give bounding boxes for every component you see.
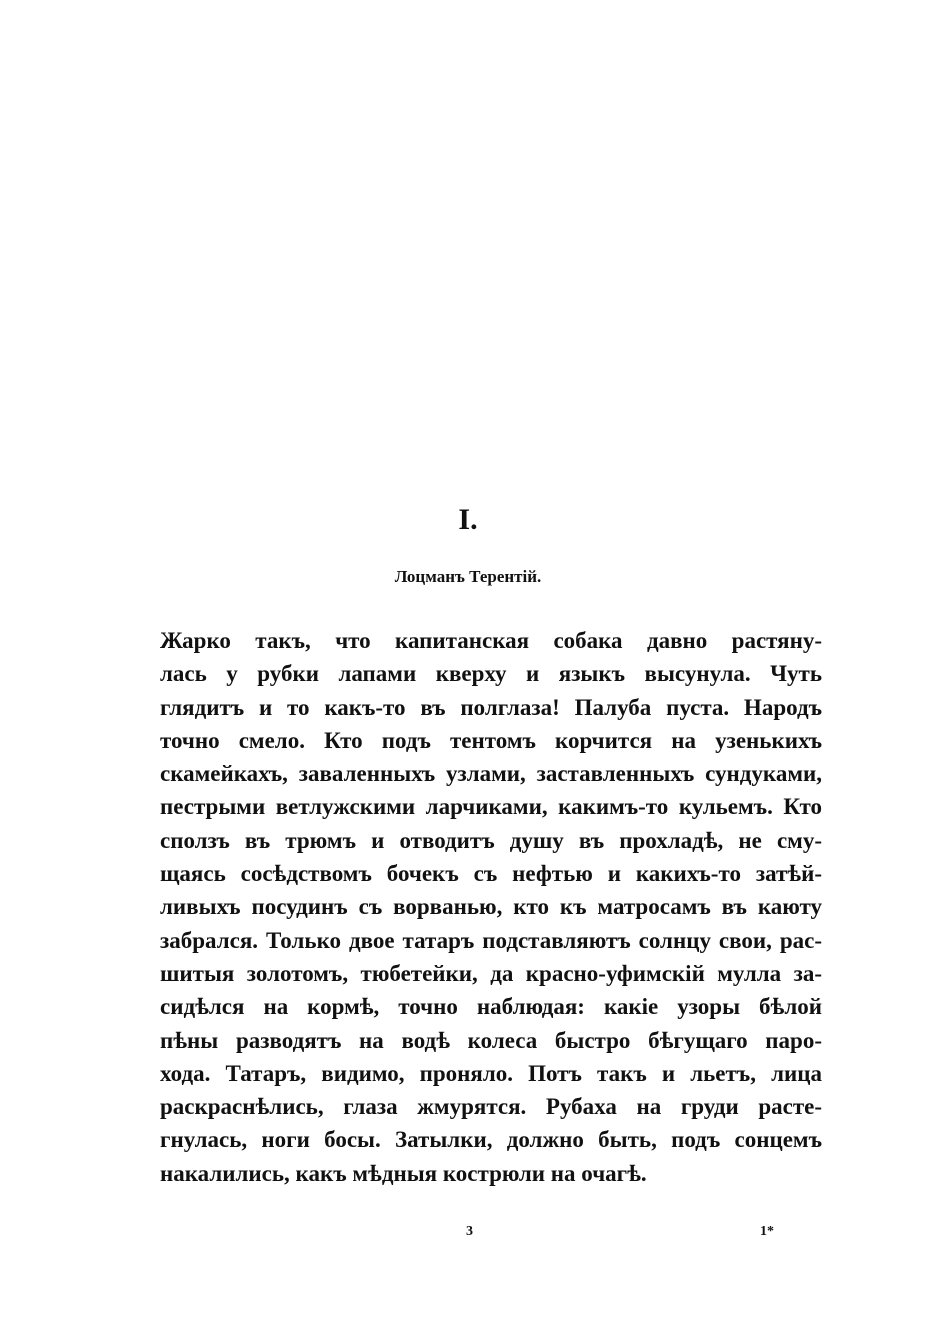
text-line: щаясь сосѣдствомъ бочекъ съ нефтью и какихъ-то затѣй-	[160, 861, 822, 887]
chapter-title: Лоцманъ Терентій.	[394, 567, 542, 586]
text-line: сползъ въ трюмъ и отводитъ душу въ прохладѣ, не сму-	[160, 827, 822, 853]
text-line: точно смело. Кто подъ тентомъ корчится на узенькихъ	[160, 727, 822, 753]
text-line: шитыя золотомъ, тюбетейки, да красно-уфимскій мулла за-	[160, 960, 822, 986]
text-line: хода. Татаръ, видимо, проняло. Потъ такъ и льетъ, лица	[160, 1060, 822, 1086]
text-line: забрался. Только двое татаръ подставляютъ солнцу свои, рас-	[160, 927, 822, 953]
text-line: скамейкахъ, заваленныхъ узлами, заставленныхъ сундуками,	[160, 761, 822, 787]
text-line: сидѣлся на кормѣ, точно наблюдая: какіе узоры бѣлой	[160, 994, 822, 1020]
text-line: Жарко такъ, что капитанская собака давно растяну-	[160, 628, 822, 653]
text-line: накалились, какъ мѣдныя кострюли на очагѣ.	[160, 1160, 647, 1186]
text-line: гнулась, ноги босы. Затылки, должно быть, подъ сонцемъ	[160, 1127, 822, 1153]
text-line: раскраснѣлись, глаза жмурятся. Рубаха на груди расте-	[160, 1094, 822, 1120]
text-line: пѣны разводятъ на водѣ колеса быстро бѣгущаго паро-	[160, 1027, 822, 1053]
text-line: ливыхъ посудинъ съ ворванью, кто къ матросамъ въ каюту	[160, 894, 822, 920]
text-line: лась у рубки лапами кверху и языкъ высунула. Чуть	[160, 661, 822, 687]
text-line: глядитъ и то какъ-то въ полглаза! Палуба пуста. Народъ	[160, 694, 822, 720]
page-number: 3	[466, 1224, 473, 1239]
body-text	[160, 624, 822, 1190]
chapter-number: I.	[458, 503, 478, 536]
signature-mark: 1*	[760, 1224, 774, 1239]
text-line: пестрыми ветлужскими ларчиками, какимъ-то кульемъ. Кто	[160, 794, 822, 820]
